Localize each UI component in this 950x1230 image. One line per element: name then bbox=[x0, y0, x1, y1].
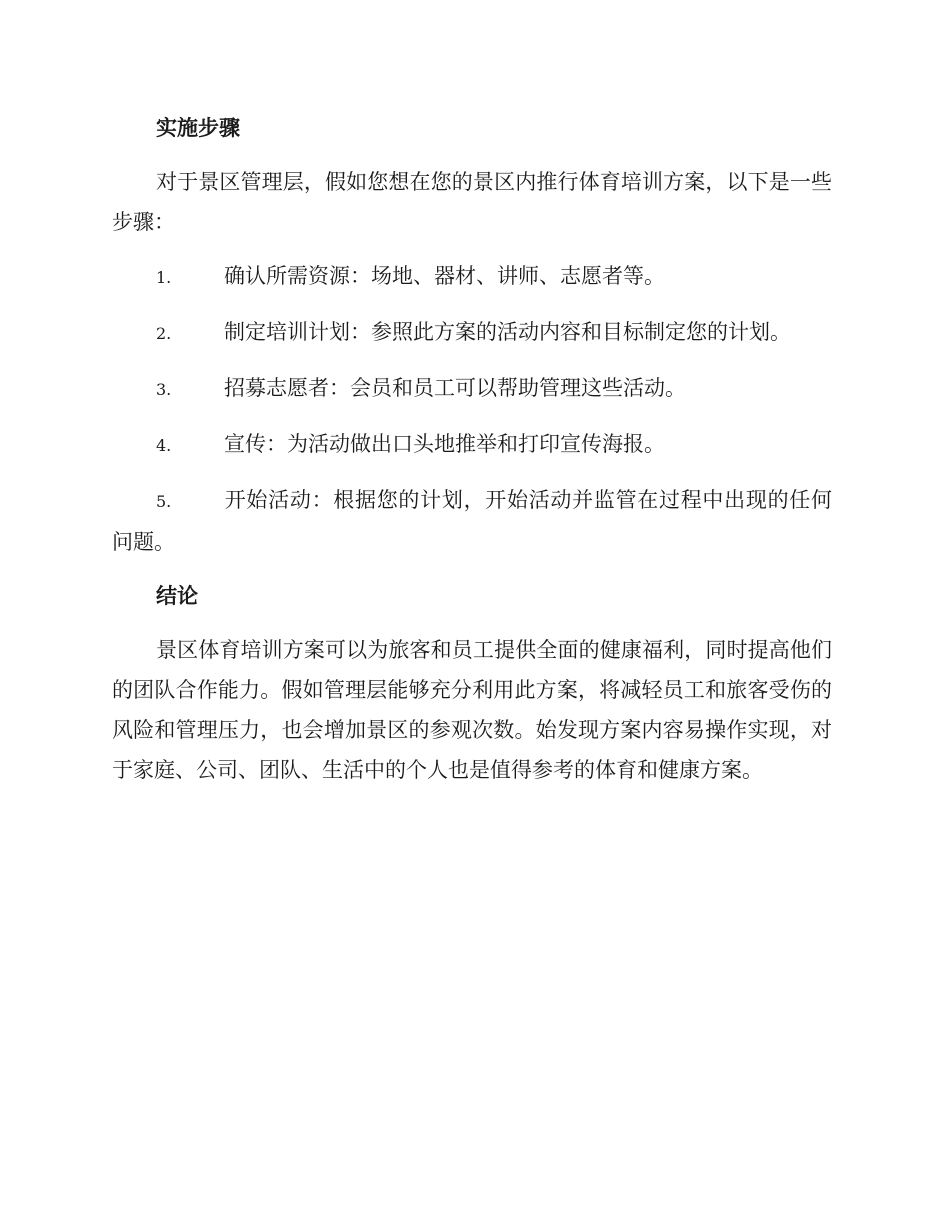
list-item-number: 1. bbox=[156, 268, 172, 287]
list-item bbox=[112, 368, 832, 410]
list-item-text: 招募志愿者：会员和员工可以帮助管理这些活动。 bbox=[224, 376, 686, 400]
document-page bbox=[112, 108, 832, 804]
list-item-text: 开始活动：根据您的计划，开始活动并监管在过程中出现的任何问题。 bbox=[112, 488, 832, 554]
list-item-text: 确认所需资源：场地、器材、讲师、志愿者等。 bbox=[224, 264, 665, 288]
list-item-number: 3. bbox=[156, 380, 172, 399]
list-item bbox=[112, 424, 832, 466]
conclusion-paragraph: 景区体育培训方案可以为旅客和员工提供全面的健康福利，同时提高他们的团队合作能力。假如管理层能够充分利用此方案，将减轻员工和旅客受伤的风险和管理压力，也会增加景区的参观次数。始发现方案内容易操作实现，对于家庭、公司、团队、生活中的个人也是值得参考的体育和健康方案。 bbox=[112, 638, 832, 782]
list-item bbox=[112, 480, 832, 562]
intro-paragraph: 对于景区管理层，假如您想在您的景区内推行体育培训方案，以下是一些步骤： bbox=[112, 170, 832, 234]
list-item-text: 制定培训计划：参照此方案的活动内容和目标制定您的计划。 bbox=[224, 320, 791, 344]
list-item-text: 宣传：为活动做出口头地推举和打印宣传海报。 bbox=[224, 432, 665, 456]
list-item-number: 4. bbox=[156, 436, 172, 455]
section-heading-conclusion: 结论 bbox=[156, 583, 198, 608]
section-heading-implementation: 实施步骤 bbox=[156, 115, 240, 140]
list-item-number: 2. bbox=[156, 324, 172, 343]
steps-list bbox=[112, 256, 832, 562]
list-item bbox=[112, 312, 832, 354]
list-item-number: 5. bbox=[156, 492, 172, 511]
list-item bbox=[112, 256, 832, 298]
